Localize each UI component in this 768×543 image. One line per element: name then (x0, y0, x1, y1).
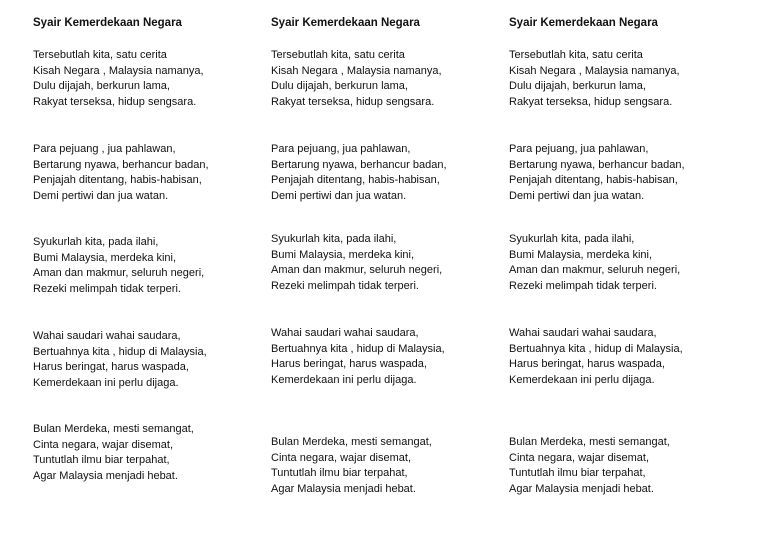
poem-line: Kisah Negara , Malaysia namanya, (509, 64, 680, 77)
poem-line: Tersebutlah kita, satu cerita (271, 49, 405, 61)
stanza-5 (271, 435, 432, 497)
poem-line: Bulan Merdeka, mesti semangat, (271, 436, 432, 448)
poem-line: Tersebutlah kita, satu cerita (33, 49, 167, 61)
stanza-3 (509, 232, 680, 294)
poem-column-3 (509, 16, 745, 495)
poem-line: Tersebutlah kita, satu cerita (509, 49, 643, 61)
poem-line: Bertuahnya kita , hidup di Malaysia, (271, 342, 445, 355)
poem-line: Penjajah ditentang, habis-habisan, (509, 174, 678, 187)
stanza-5 (33, 422, 194, 484)
poem-line: Penjajah ditentang, habis-habisan, (271, 174, 440, 187)
poem-line: Para pejuang, jua pahlawan, (509, 143, 649, 155)
stanza-1 (33, 48, 204, 110)
poem-title: Syair Kemerdekaan Negara (509, 17, 658, 29)
poem-line: Tuntutlah ilmu biar terpahat, (271, 467, 408, 480)
poem-line: Para pejuang, jua pahlawan, (271, 143, 411, 155)
poem-line: Agar Malaysia menjadi hebat. (33, 469, 178, 482)
poem-line: Tuntutlah ilmu biar terpahat, (509, 467, 646, 480)
poem-title: Syair Kemerdekaan Negara (33, 17, 182, 29)
poem-line: Rezeki melimpah tidak terperi. (33, 282, 181, 295)
poem-line: Harus beringat, harus waspada, (33, 361, 189, 374)
poem-line: Cinta negara, wajar disemat, (509, 451, 650, 464)
poem-line: Penjajah ditentang, habis-habisan, (33, 174, 202, 187)
poem-line: Agar Malaysia menjadi hebat. (271, 482, 416, 495)
poem-line: Dulu dijajah, berkurun lama, (509, 80, 646, 93)
poem-line: Demi pertiwi dan jua watan. (271, 189, 407, 202)
stanza-1 (271, 48, 442, 110)
poem-line: Demi pertiwi dan jua watan. (509, 189, 645, 202)
poem-line: Bertarung nyawa, berhancur badan, (509, 158, 685, 171)
poem-line: Cinta negara, wajar disemat, (33, 438, 174, 451)
stanza-2 (33, 142, 209, 204)
poem-line: Syukurlah kita, pada ilahi, (271, 233, 397, 245)
poem-line: Dulu dijajah, berkurun lama, (271, 80, 408, 93)
poem-line: Harus beringat, harus waspada, (271, 358, 427, 371)
poem-line: Syukurlah kita, pada ilahi, (33, 236, 159, 248)
poem-line: Rakyat terseksa, hidup sengsara. (271, 95, 435, 108)
stanza-4 (509, 326, 683, 388)
poem-line: Bulan Merdeka, mesti semangat, (509, 436, 670, 448)
stanza-4 (271, 326, 445, 388)
poem-line: Tuntutlah ilmu biar terpahat, (33, 454, 170, 467)
poem-title: Syair Kemerdekaan Negara (271, 17, 420, 29)
poem-line: Dulu dijajah, berkurun lama, (33, 80, 170, 93)
poem-line: Bertarung nyawa, berhancur badan, (271, 158, 447, 171)
stanza-2 (271, 142, 447, 204)
poem-line: Agar Malaysia menjadi hebat. (509, 482, 654, 495)
poem-line: Cinta negara, wajar disemat, (271, 451, 412, 464)
stanza-3 (33, 235, 204, 297)
poem-column-1 (33, 16, 269, 482)
poem-line: Bumi Malaysia, merdeka kini, (271, 248, 415, 261)
stanza-1 (509, 48, 680, 110)
stanza-4 (33, 329, 207, 391)
poem-line: Rakyat terseksa, hidup sengsara. (509, 95, 673, 108)
poem-line: Demi pertiwi dan jua watan. (33, 189, 169, 202)
poem-line: Rakyat terseksa, hidup sengsara. (33, 95, 197, 108)
poem-line: Rezeki melimpah tidak terperi. (509, 279, 657, 292)
poem-line: Kisah Negara , Malaysia namanya, (33, 64, 204, 77)
stanza-2 (509, 142, 685, 204)
poem-line: Bulan Merdeka, mesti semangat, (33, 423, 194, 435)
poem-column-2 (271, 16, 507, 495)
poem-line: Syukurlah kita, pada ilahi, (509, 233, 635, 245)
poem-line: Wahai saudari wahai saudara, (33, 330, 181, 342)
poem-line: Kemerdekaan ini perlu dijaga. (509, 373, 655, 386)
stanza-5 (509, 435, 670, 497)
poem-line: Bertuahnya kita , hidup di Malaysia, (509, 342, 683, 355)
poem-line: Wahai saudari wahai saudara, (271, 327, 419, 339)
poem-line: Aman dan makmur, seluruh negeri, (271, 264, 443, 277)
poem-line: Aman dan makmur, seluruh negeri, (509, 264, 681, 277)
poem-line: Bertuahnya kita , hidup di Malaysia, (33, 345, 207, 358)
poem-line: Bumi Malaysia, merdeka kini, (509, 248, 653, 261)
poem-line: Wahai saudari wahai saudara, (509, 327, 657, 339)
stanza-3 (271, 232, 442, 294)
poem-line: Bertarung nyawa, berhancur badan, (33, 158, 209, 171)
poem-line: Para pejuang , jua pahlawan, (33, 143, 176, 155)
poem-line: Aman dan makmur, seluruh negeri, (33, 267, 205, 280)
poem-line: Bumi Malaysia, merdeka kini, (33, 251, 177, 264)
poem-line: Kisah Negara , Malaysia namanya, (271, 64, 442, 77)
poem-line: Rezeki melimpah tidak terperi. (271, 279, 419, 292)
poem-line: Kemerdekaan ini perlu dijaga. (271, 373, 417, 386)
poem-line: Kemerdekaan ini perlu dijaga. (33, 376, 179, 389)
poem-line: Harus beringat, harus waspada, (509, 358, 665, 371)
